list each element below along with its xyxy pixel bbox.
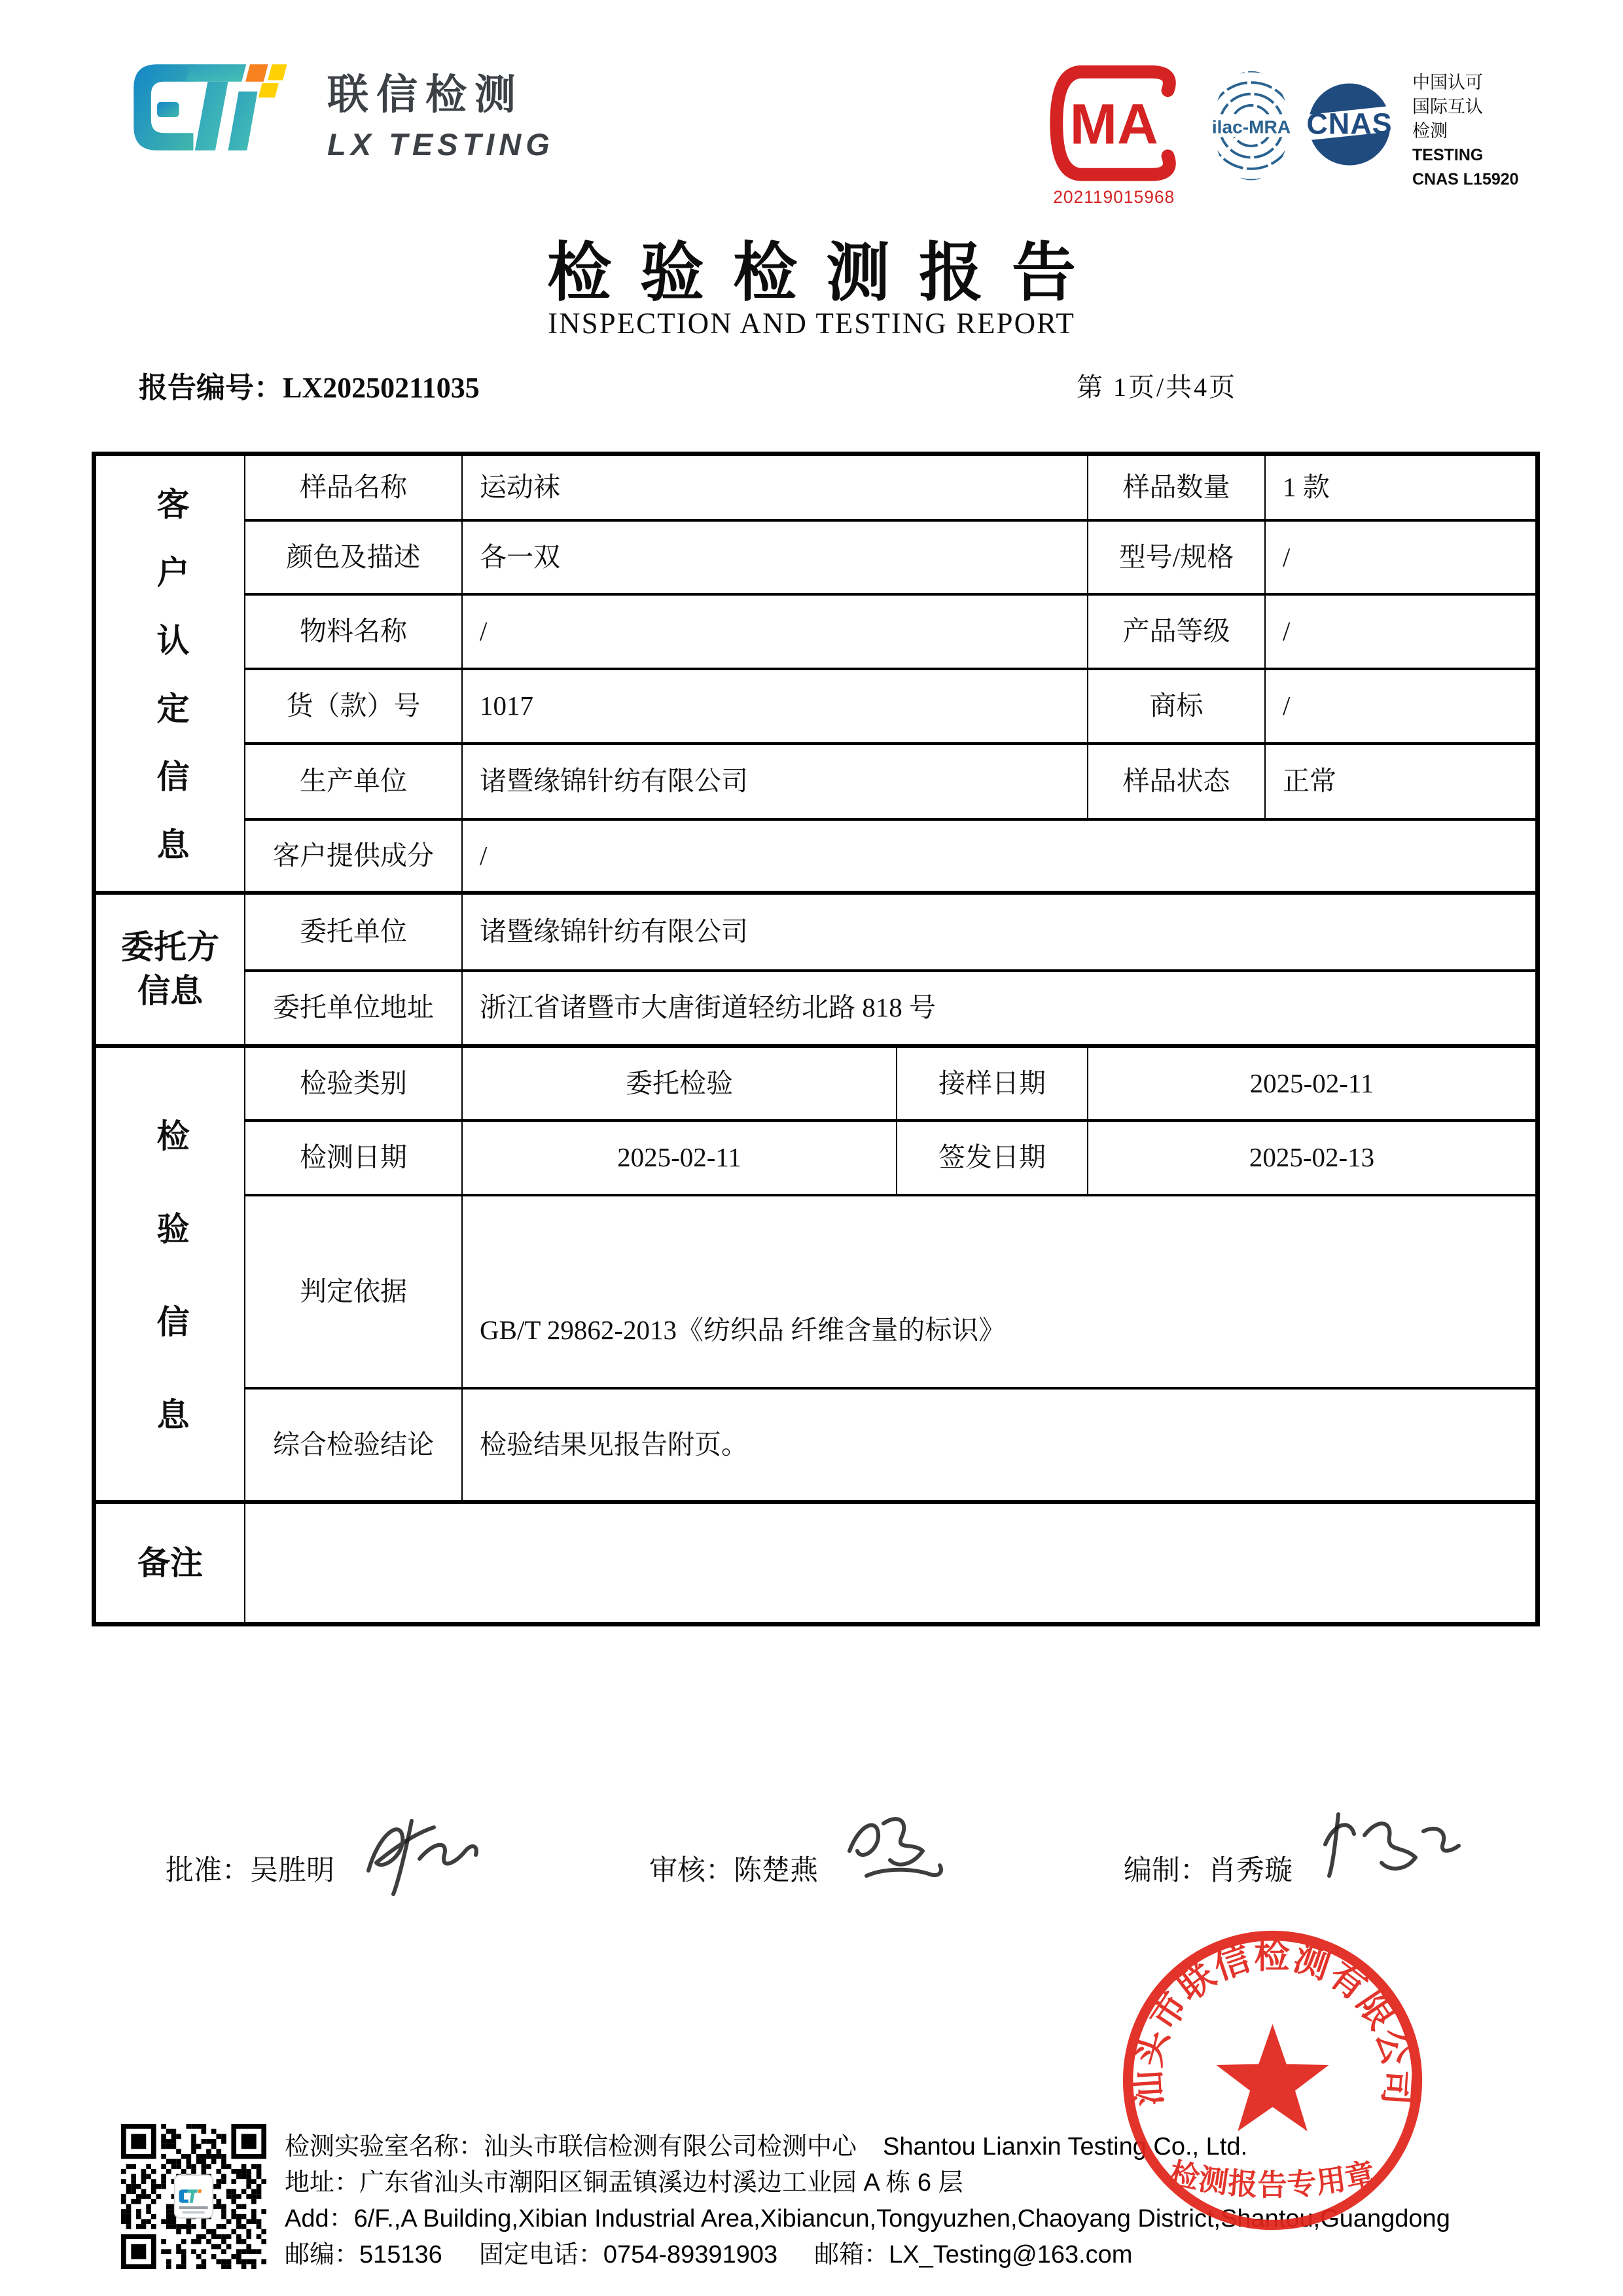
qr-code	[121, 2124, 266, 2269]
approver-signature-block	[166, 1848, 334, 1888]
accreditation-text	[1412, 71, 1519, 192]
accreditation-line: 检测	[1412, 121, 1448, 141]
conclusion-label: 综合检验结论	[245, 1390, 463, 1504]
review-name: 陈楚燕	[734, 1856, 818, 1886]
customer-component-label: 客户提供成分	[245, 821, 463, 895]
sample-name-value: 运动袜	[463, 456, 1088, 522]
sample-name-label: 样品名称	[245, 456, 463, 522]
reviewer-signature-block	[649, 1848, 818, 1888]
producer-label: 生产单位	[245, 745, 463, 821]
approve-name: 吴胜明	[250, 1856, 334, 1886]
producer-value: 诸暨缘锦针纺有限公司	[463, 745, 1088, 821]
item-no-label: 货（款）号	[245, 670, 463, 745]
model-spec-label: 型号/规格	[1088, 522, 1266, 596]
trademark-value: /	[1266, 670, 1535, 745]
judgment-basis-value: GB/T 29862-2013《纺织品 纤维含量的标识》	[463, 1196, 1535, 1390]
accreditation-line: 国际互认	[1412, 97, 1483, 117]
mail-label: 邮箱：	[814, 2241, 889, 2269]
svg-text:检测报告专用章	[1166, 2156, 1378, 2202]
preparer-signature-block	[1124, 1848, 1293, 1888]
inspection-type-value: 委托检验	[463, 1048, 897, 1122]
cnas-mark-icon	[1301, 68, 1398, 183]
remark-value-empty	[245, 1504, 1535, 1622]
section-remark-label: 备注	[137, 1544, 203, 1581]
prepare-name: 肖秀璇	[1208, 1856, 1293, 1886]
reviewer-handwriting-icon	[840, 1808, 997, 1912]
cma-number: 202119015968	[1053, 187, 1175, 207]
section-client-info	[96, 895, 245, 1048]
accreditation-line: TESTING	[1412, 146, 1484, 164]
trademark-label: 商标	[1088, 670, 1266, 745]
test-date-value: 2025-02-11	[463, 1122, 897, 1196]
page-indicator: 第 1页/共4页	[1077, 372, 1238, 402]
sample-qty-label: 样品数量	[1088, 456, 1266, 522]
preparer-handwriting-icon	[1315, 1808, 1472, 1912]
cma-mark-icon	[1048, 63, 1185, 212]
review-label: 审核：	[649, 1856, 734, 1886]
color-desc-label: 颜色及描述	[245, 522, 463, 596]
sample-state-label: 样品状态	[1088, 745, 1266, 821]
tel-value: 0754-89391903	[603, 2241, 778, 2269]
prepare-label: 编制：	[1124, 1856, 1208, 1886]
client-address-label: 委托单位地址	[245, 972, 463, 1048]
logo-wordmark-en: LX TESTING	[327, 127, 554, 162]
stamp-company-name: 汕头市联信检测有限公司	[1128, 1936, 1418, 2108]
ilac-mra-mark-icon	[1209, 68, 1293, 183]
lab-name-label: 检测实验室名称：	[285, 2133, 484, 2161]
client-address-value: 浙江省诸暨市大唐街道轻纺北路 818 号	[463, 972, 1535, 1048]
cma-letters: MA	[1069, 92, 1158, 156]
client-label: 委托单位	[245, 895, 463, 972]
material-name-label: 物料名称	[245, 596, 463, 670]
accreditation-line: CNAS L15920	[1412, 170, 1519, 188]
receive-date-label: 接样日期	[897, 1048, 1088, 1122]
section-inspection-label: 检验信息	[152, 1118, 189, 1490]
lab-name-cn: 汕头市联信检测有限公司检测中心	[484, 2133, 857, 2161]
cnas-label: CNAS	[1306, 107, 1393, 141]
receive-date-value: 2025-02-11	[1088, 1048, 1535, 1122]
section-customer-info	[96, 456, 245, 895]
item-no-value: 1017	[463, 670, 1088, 745]
inspection-type-label: 检验类别	[245, 1048, 463, 1122]
lx-testing-logo	[113, 58, 554, 162]
zip-label: 邮编：	[285, 2241, 360, 2269]
approve-label: 批准：	[166, 1856, 250, 1886]
section-customer-label: 客户认定信息	[152, 487, 189, 895]
lab-name-en: Shantou Lianxin Testing Co., Ltd.	[883, 2133, 1248, 2161]
sample-qty-value: 1 款	[1266, 456, 1535, 522]
footer-line-address-cn: 地址：广东省汕头市潮阳区铜盂镇溪边村溪边工业园 A 栋 6 层	[285, 2169, 963, 2197]
test-date-label: 检测日期	[245, 1122, 463, 1196]
zip-value: 515136	[359, 2241, 442, 2269]
product-grade-label: 产品等级	[1088, 596, 1266, 670]
stamp-star-icon	[1216, 2024, 1329, 2131]
section-inspection-info	[96, 1048, 245, 1504]
judgment-basis-label: 判定依据	[245, 1196, 463, 1390]
tel-label: 固定电话：	[478, 2241, 603, 2269]
lx-testing-logo-icon	[113, 58, 309, 157]
report-title-cn: 检验检测报告	[546, 238, 1105, 309]
issue-date-value: 2025-02-13	[1088, 1122, 1535, 1196]
report-number-label: 报告编号：	[139, 372, 283, 404]
qr-center-logo-icon	[175, 2175, 213, 2217]
model-spec-value: /	[1266, 522, 1535, 596]
sample-state-value: 正常	[1266, 745, 1535, 821]
section-remark	[96, 1504, 245, 1622]
report-info-table	[92, 452, 1540, 1626]
company-seal-stamp	[1107, 1914, 1438, 2246]
client-value: 诸暨缘锦针纺有限公司	[463, 895, 1535, 972]
material-name-value: /	[463, 596, 1088, 670]
section-client-label: 委托方信息	[121, 928, 219, 1009]
mail-value: LX_Testing@163.com	[889, 2241, 1133, 2269]
footer-line-address-en: Add：6/F.,A Building,Xibian Industrial Area,Xibiancun,Tongyuzhen,Chaoyang District,Shantou,Guangdong	[285, 2205, 1450, 2233]
conclusion-value: 检验结果见报告附页。	[463, 1390, 1535, 1504]
report-number-line	[139, 364, 480, 406]
product-grade-value: /	[1266, 596, 1535, 670]
report-title-en: INSPECTION AND TESTING REPORT	[548, 307, 1075, 340]
issue-date-label: 签发日期	[897, 1122, 1088, 1196]
color-desc-value: 各一双	[463, 522, 1088, 596]
report-number-value: LX20250211035	[283, 372, 480, 404]
approver-handwriting-icon	[357, 1808, 514, 1912]
ilac-label: ilac-MRA	[1211, 117, 1291, 137]
stamp-title: 检测报告专用章	[1166, 2157, 1379, 2202]
accreditation-line: 中国认可	[1412, 73, 1483, 92]
customer-component-value: /	[463, 821, 1535, 895]
logo-wordmark-cn: 联信检测	[327, 72, 524, 118]
